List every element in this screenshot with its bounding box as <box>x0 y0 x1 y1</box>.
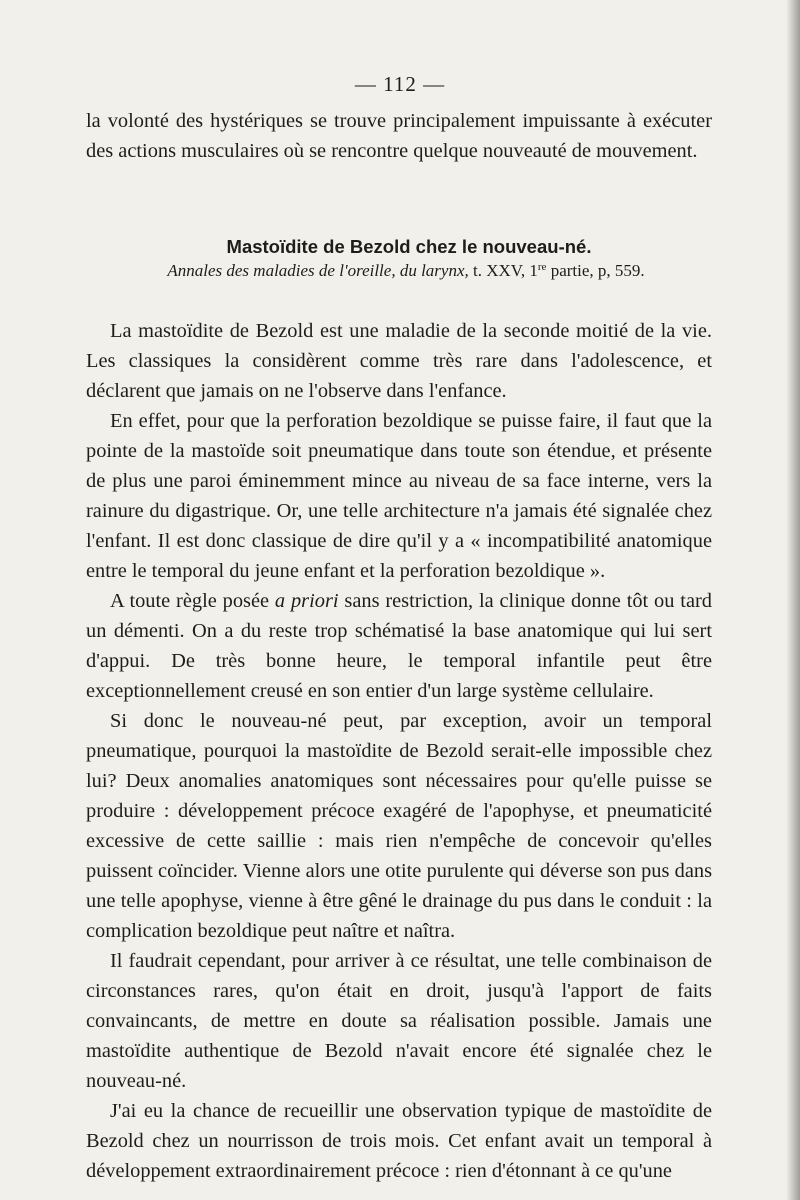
citation-part-number: 1 <box>529 261 538 280</box>
citation-part-rest: partie, p, 559. <box>550 261 645 280</box>
paragraph-3 <box>86 586 712 706</box>
page-edge-shadow <box>786 0 800 1200</box>
page-body <box>86 106 712 1186</box>
page-number: — 112 — <box>354 72 446 96</box>
paragraph-3-italic: a priori <box>274 590 339 612</box>
paragraph-6: J'ai eu la chance de recueillir une observation typique de mastoïdite de Bezold chez un nourrisson de trois mois. Cet enfant avait un temporal à développement extraordinairement précoce : rien d'étonnant à ce qu'une <box>86 1100 712 1182</box>
citation-journal: Annales des maladies de l'oreille, du larynx, <box>167 261 469 280</box>
paragraph-5: Il faudrait cependant, pour arriver à ce résultat, une telle combinaison de circonstances rares, qu'on était en droit, jusqu'à l'apport de faits convaincants, de mettre en doute sa réalisation possible. Jamais une mastoïdite authentique de Bezold n'avait encore été signalée chez le nouveau-né. <box>86 950 712 1092</box>
paragraph-4: Si donc le nouveau-né peut, par exception, avoir un temporal pneumatique, pourquoi la mastoïdite de Bezold serait-elle impossible chez lui? Deux anomalies anatomiques sont nécessaires pour qu'elle puisse se produire : développement précoce exagéré de l'apophyse, et pneumaticité excessive de cette saillie : mais rien n'empêche de concevoir qu'elles puissent coïncider. Vienne alors une otite purulente qui déverse son pus dans une telle apophyse, vienne à être gêné le drainage du pus dans le conduit : la complication bezoldique peut naître et naîtra. <box>86 710 712 942</box>
section-citation <box>86 259 712 283</box>
citation-volume: t. XXV, <box>473 261 526 280</box>
paragraph-1: La mastoïdite de Bezold est une maladie de la seconde moitié de la vie. Les classiques la considèrent comme très rare dans l'adolescence, et déclarent que jamais on ne l'observe dans l'enfance. <box>86 320 712 402</box>
paragraph-3-start: A toute règle posée <box>110 590 270 612</box>
intro-paragraph: la volonté des hystériques se trouve principalement impuissante à exécuter des actions musculaires où se rencontre quelque nouveauté de mouvement. <box>86 110 712 162</box>
paragraph-2: En effet, pour que la perforation bezoldique se puisse faire, il faut que la pointe de la mastoïde soit pneumatique dans toute son étendue, et présente de plus une paroi éminemment mince au niveau de sa face interne, vers la rainure du digastrique. Or, une telle architecture n'a jamais été signalée chez l'enfant. Il est donc classique de dire qu'il y a « incompatibilité anatomique entre le temporal du jeune enfant et la perforation bezoldique ». <box>86 410 712 582</box>
paragraph-3-end: sans restriction, la clinique donne tôt ou tard un démenti. On a du reste trop schématisé la base anatomique qui lui sert d'appui. De très bonne heure, le temporal infantile peut être exceptionnellement creusé en son entier d'un large système cellulaire. <box>86 590 712 702</box>
section-title: Mastoïdite de Bezold chez le nouveau-né. <box>226 236 592 257</box>
citation-part-suffix: re <box>537 261 547 273</box>
